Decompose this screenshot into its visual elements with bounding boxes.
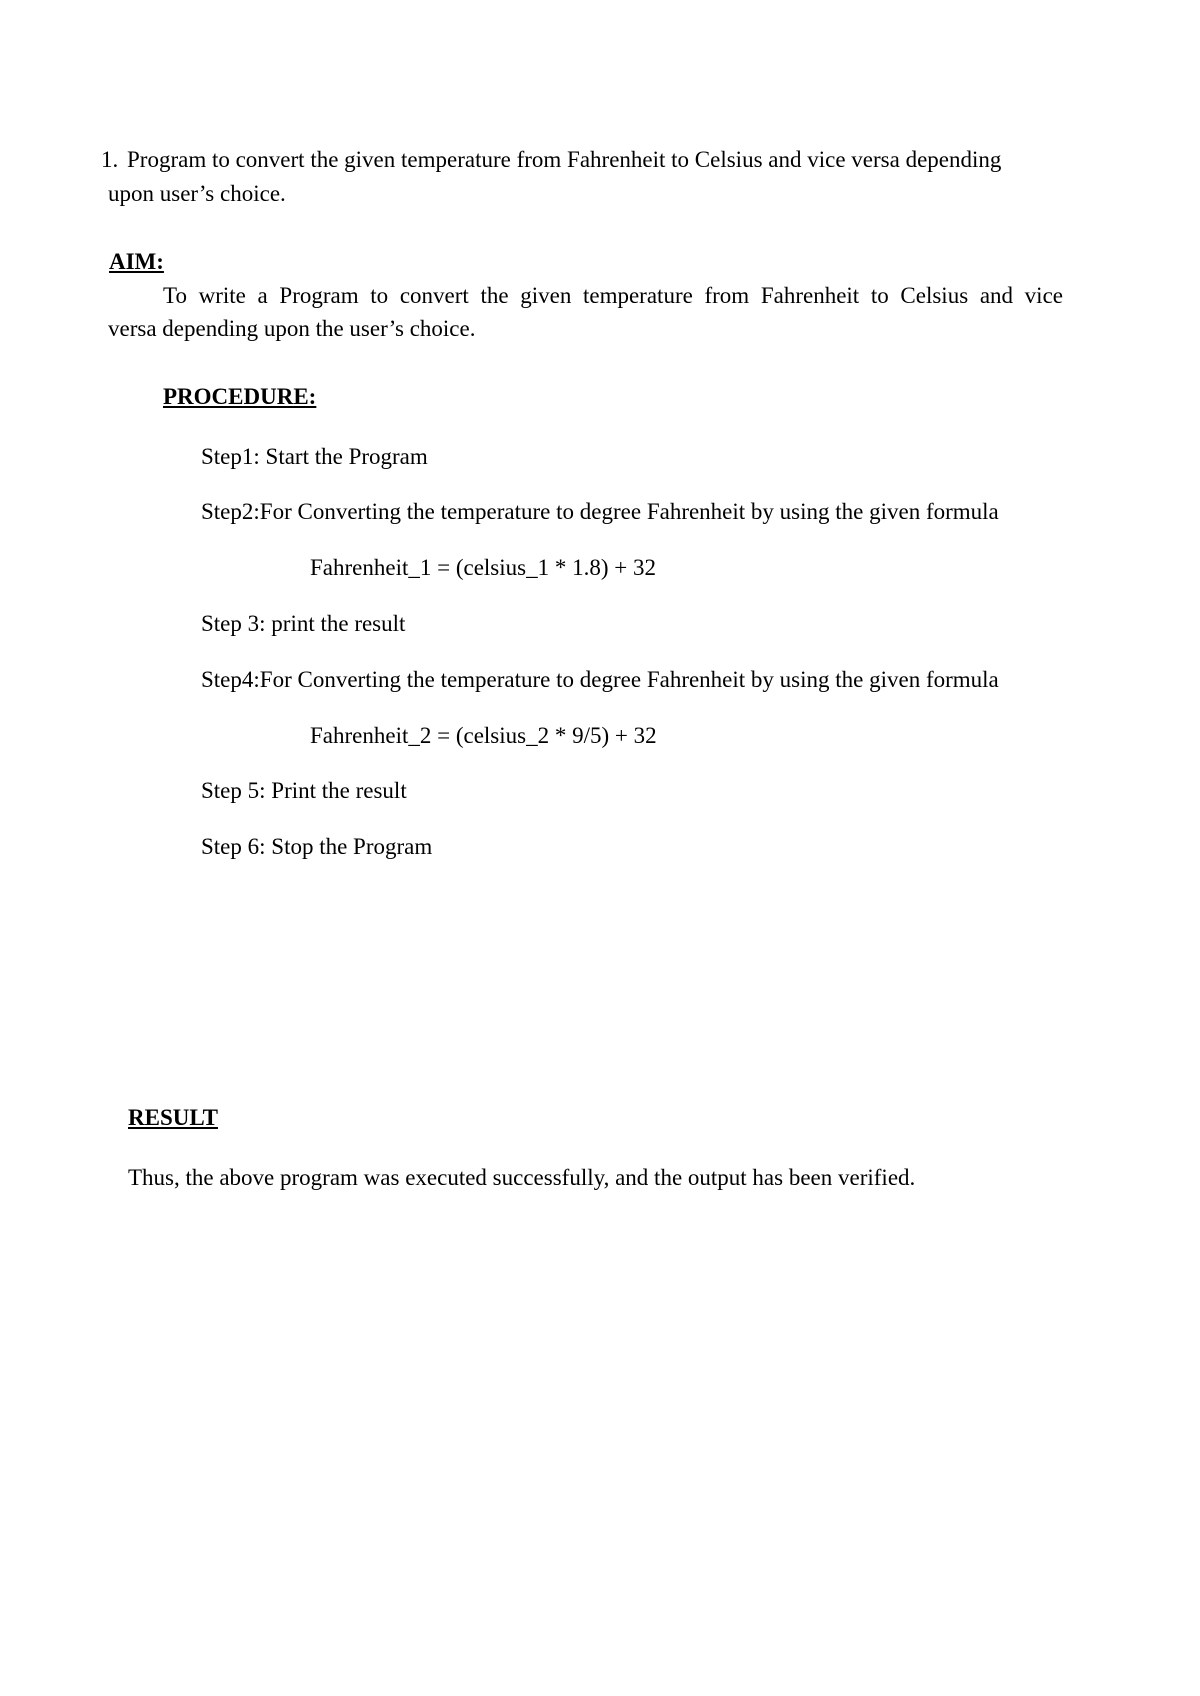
result-heading: RESULT [128,1105,218,1130]
procedure-step-4: Step4:For Converting the temperature to degree Fahrenheit by using the given formula [201,667,999,692]
procedure-step-5: Step 5: Print the result [201,778,407,803]
procedure-step-6: Step 6: Stop the Program [201,834,433,859]
procedure-step-2: Step2:For Converting the temperature to degree Fahrenheit by using the given formula [201,499,999,524]
aim-heading: AIM: [109,249,164,274]
result-text: Thus, the above program was executed successfully, and the output has been verified. [128,1165,916,1190]
procedure-heading: PROCEDURE: [163,384,317,409]
aim-text-line-1: To write a Program to convert the given temperature from Fahrenheit to Celsius and vice [163,283,1063,308]
procedure-step-1: Step1: Start the Program [201,444,428,469]
aim-text-line-2: versa depending upon the user’s choice. [108,316,476,341]
procedure-step-3: Step 3: print the result [201,611,406,636]
formula-2: Fahrenheit_2 = (celsius_2 * 9/5) + 32 [310,723,657,748]
title-number: 1. [101,147,119,172]
title-line-2: upon user’s choice. [108,181,286,206]
formula-1: Fahrenheit_1 = (celsius_1 * 1.8) + 32 [310,555,656,580]
title-line-1: Program to convert the given temperature from Fahrenheit to Celsius and vice versa depending [127,147,1002,172]
